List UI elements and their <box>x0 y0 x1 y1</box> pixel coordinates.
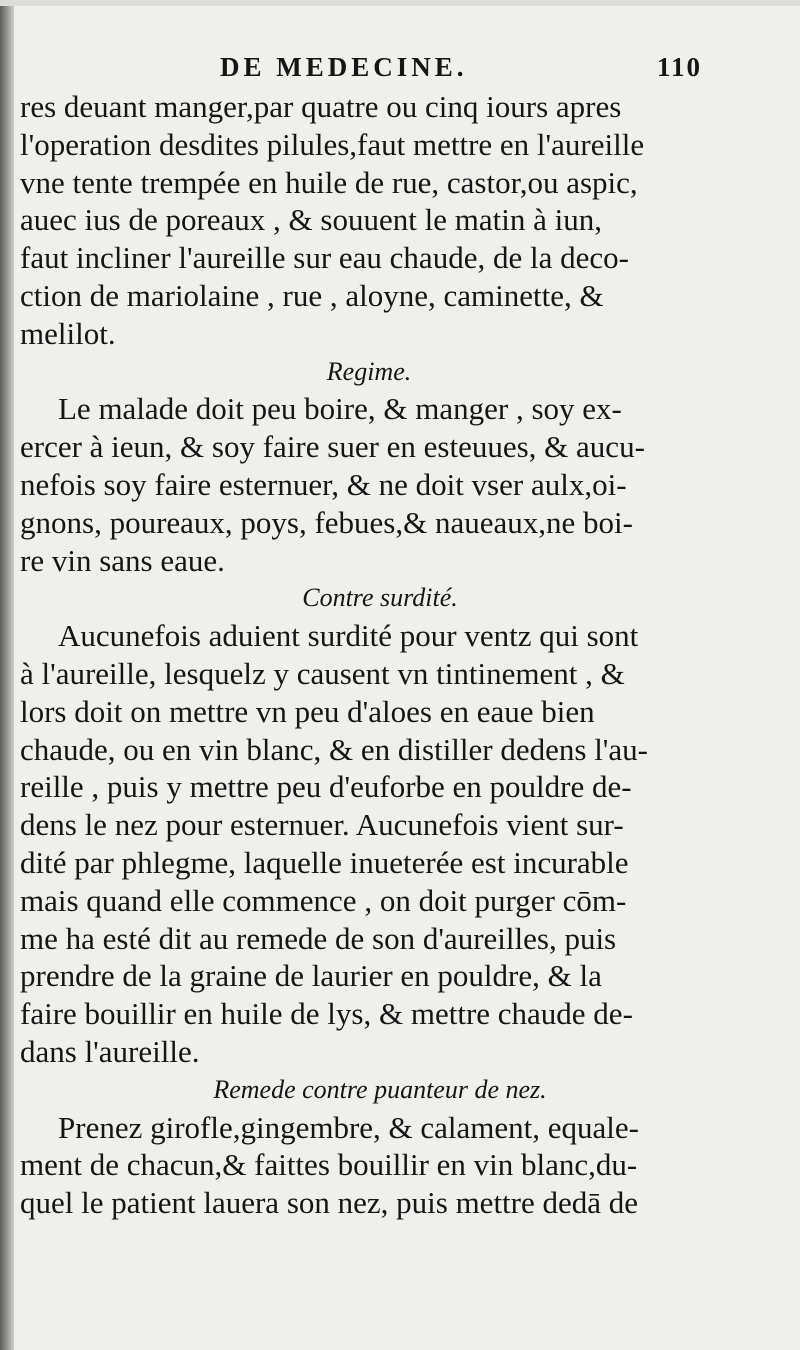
page-gutter-shadow <box>0 0 14 1350</box>
text-line: l'operation desdites pilules,faut mettre en l'aureille <box>20 126 645 162</box>
text-line: gnons, poureaux, poys, febues,& naueaux,ne boi- <box>20 504 633 540</box>
page-top-edge <box>0 0 800 6</box>
text-line: dens le nez pour esternuer. Aucunefois vient sur- <box>20 807 624 843</box>
page-number: 110 <box>656 52 702 82</box>
section-heading-regime: Regime. <box>326 356 412 386</box>
text-line: Prenez girofle,gingembre, & calament, equale- <box>58 1109 639 1145</box>
page-header <box>0 52 800 92</box>
text-line: dité par phlegme, laquelle inueterée est incurable <box>20 844 629 880</box>
text-line: ercer à ieun, & soy faire suer en esteuues, & aucu- <box>20 429 645 465</box>
section-heading-remede: Remede contre puanteur de nez. <box>213 1074 547 1104</box>
text-line: auec ius de poreaux , & souuent le matin à iun, <box>20 202 602 238</box>
text-line: nefois soy faire esternuer, & ne doit vser aulx,oi- <box>20 466 627 502</box>
text-line: reille , puis y mettre peu d'euforbe en pouldre de- <box>20 769 632 805</box>
text-line: à l'aureille, lesquelz y causent vn tintinement , & <box>20 655 625 691</box>
text-line: prendre de la graine de laurier en pouldre, & la <box>20 958 602 994</box>
text-line: Aucunefois aduient surdité pour ventz qui sont <box>58 618 639 654</box>
text-line: re vin sans eaue. <box>20 542 225 578</box>
text-line: mais quand elle commence , on doit purger cōm- <box>20 882 627 918</box>
text-line: vne tente trempée en huile de rue, castor,ou aspic, <box>20 164 638 200</box>
text-line: ction de mariolaine , rue , aloyne, caminette, & <box>20 277 604 313</box>
body-text <box>20 88 700 1222</box>
text-line: dans l'aureille. <box>20 1033 200 1069</box>
text-line: res deuant manger,par quatre ou cinq iours apres <box>20 89 622 124</box>
text-line: Le malade doit peu boire, & manger , soy ex- <box>58 391 622 427</box>
text-line: quel le patient lauera son nez, puis mettre dedā de <box>20 1185 639 1221</box>
running-head: DE MEDECINE. <box>220 52 468 82</box>
text-line: chaude, ou en vin blanc, & en distiller dedens l'au- <box>20 731 648 767</box>
text-line: lors doit on mettre vn peu d'aloes en eaue bien <box>20 693 595 729</box>
text-line: faut incliner l'aureille sur eau chaude, de la deco- <box>20 240 629 276</box>
text-line: faire bouillir en huile de lys, & mettre chaude de- <box>20 996 633 1032</box>
section-heading-surdite: Contre surdité. <box>302 583 458 613</box>
text-line: ment de chacun,& faittes bouillir en vin blanc,du- <box>20 1147 638 1183</box>
text-line: melilot. <box>20 315 116 351</box>
text-line: me ha esté dit au remede de son d'aureilles, puis <box>20 920 617 956</box>
